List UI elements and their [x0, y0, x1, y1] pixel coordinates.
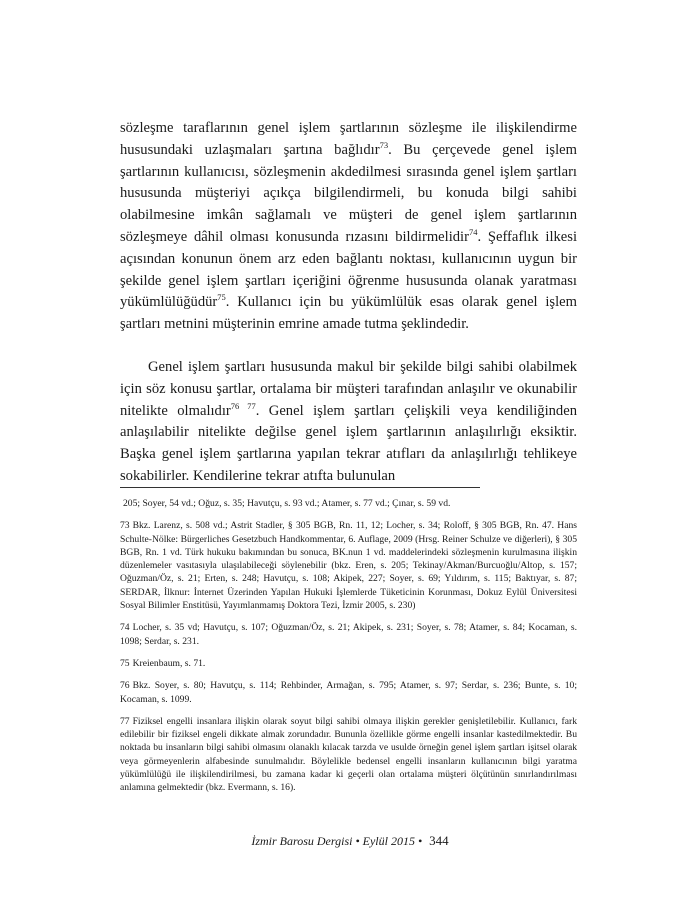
footnote-ref-76-77: 76 77 [230, 400, 256, 411]
footnote-74: 74 Locher, s. 35 vd; Havutçu, s. 107; Oğuzman/Öz, s. 21; Akipek, s. 231; Soyer, s. 78; Atamer, s. 84; Kocaman, s. 1098; Serdar, s. 231. [120, 622, 577, 647]
footnote-75: 75 Kreienbaum, s. 71. [120, 657, 206, 669]
footnote-ref-74: 74 [468, 227, 478, 238]
footnote-continued: 205; Soyer, 54 vd.; Oğuz, s. 35; Havutçu, s. 93 vd.; Atamer, s. 77 vd.; Çınar, s. 59 vd. [123, 498, 451, 509]
paragraph-1: sözleşme taraflarının genel işlem şartlarının sözleşme ile ilişkilendirme hususundaki uzlaşmaları şartına bağlıdır$^{73}$. Bu çerçevede genel işlem şartlarının kullanıcısı, sözleşmenin akdedilmesi sırasında genel işlem şartları hususunda müşteriyi açıkça bilgilendirmeli, bu konuda bilgi sahibi olabilmesine imkân sağlamalı ve müşteri de genel işlem şartlarının sözleşmeye dâhil olması konusunda rızasını bildirmelidir$^{74}$. Şeffaflık ilkesi açısından konunun önem arz eden bağlantı noktası, kullanıcının uygun bir şekilde genel işlem şartları içeriğini öğrenme hususunda olanak yaratması yükümlülüğüdür$^{75}$. Kullanıcı için bu yükümlülük esas olarak genel işlem şartları metnini müşterinin emrine amade tutma şeklindedir. [120, 120, 578, 333]
footnote-76: 76 Bkz. Soyer, s. 80; Havutçu, s. 114; Rehbinder, Armağan, s. 795; Atamer, s. 97; Serdar, s. 236; Bunte, s. 10; Kocaman, s. 1099. [120, 680, 577, 705]
footnote-separator [120, 487, 480, 488]
footnote-ref-75: 75 [217, 292, 226, 303]
footnote-77: 77 Fiziksel engelli insanlara ilişkin olarak soyut bilgi sahibi olmaya ilişkin gerekler genişletilebilir. Kullanıcı, fark edilebilir bir fiziksel engeli dikkate almak zorundadır. Bununla özellikle görme engelli insanlar kastedilmektedir. Bu noktada bu insanların bilgi sahibi olmasını olanaklı kılacak tarzda ve usulde örneğin genel işlem şartları işitsel olarak veya görmeyenlerin alfabesinde sunulmalıdır. Böylelikle bedensel engelli insanların kullanıcının bilgi yaratma yükümlülüğü ile ilişkilendirilmesi, bu zamana kadar ki geçerli olan ortalama müşteri ölçütünün sınırlandırılması anlamına gelmektedir (bkz. Evermann, s. 16). [120, 715, 577, 794]
footnote-ref-73: 73 [379, 139, 389, 150]
paragraph-2: Genel işlem şartları hususunda makul bir şekilde bilgi sahibi olabilmek için söz konusu şartlar, ortalama bir müşteri tarafından anlaşılır ve okunabilir nitelikte olmalıdır$^{76 77}$. Genel işlem şartları çelişkili veya kendiliğinden anlaşılabilir nitelikte değilse genel işlem şartlarının anlaşılırlığı eksiktir. Başka genel işlem şartlarına yapılan tekrar atıfları da anlaşılırlığı tehlikeye sokabilirler. Kendilerine tekrar atıfta bulunulan [120, 358, 577, 484]
footnotes [120, 497, 577, 804]
page-number: 344 [429, 833, 449, 848]
page-footer [0, 833, 700, 849]
main-text [120, 118, 577, 488]
footnote-73: 73 Bkz. Larenz, s. 508 vd.; Astrit Stadler, § 305 BGB, Rn. 11, 12; Locher, s. 34; Roloff, § 305 BGB, Rn. 47. Hans Schulte-Nölke: Bürgerliches Gesetzbuch Handkommentar, 6. Auflage, 2009 (Hrsg. Reiner Schulze ve diğerleri), § 305 BGB, Rn. 1 vd. Türk hukuku bakımından bu sonuca, BK.nun 1 vd. maddelerindeki sözleşmenin kurulmasına ilişkin düzenlemeler vasıtasıyla ulaşılabileceği söylenebilir (bkz. Eren, s. 205; Tekinay/Akman/Burcuoğlu/Altop, s. 157; Oğuzman/Öz, s. 21; Erten, s. 248; Havutçu, s. 108; Akipek, 227; Soyer, s. 69; Yıldırım, s. 115; Baktıyar, s. 87; SERDAR, İlknur: İnternet Üzerinden Yapılan Hukuki İşlemlerde Tüketicinin Korunması, Dokuz Eylül Üniversitesi Sosyal Bilimler Enstitüsü, Yayımlanmamış Doktora Tezi, İzmir 2005, s. 230) [120, 520, 577, 612]
journal-name: İzmir Barosu Dergisi • Eylül 2015 • [251, 834, 423, 848]
